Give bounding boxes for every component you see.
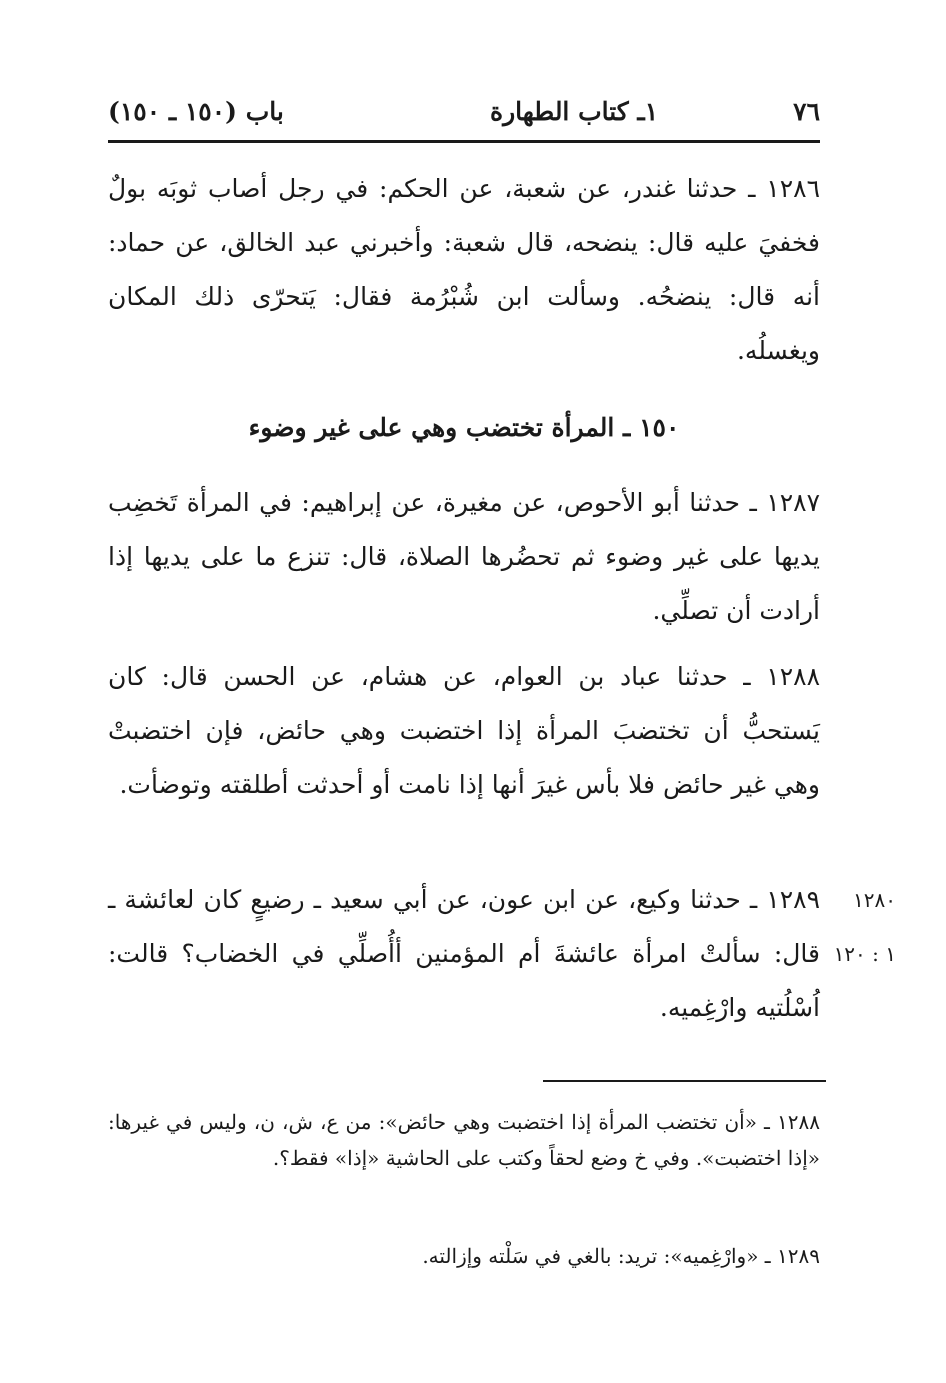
section-title: ١٥٠ ـ المرأة تختضب وهي على غير وضوء xyxy=(248,413,680,442)
footnote-1289: ١٢٨٩ ـ «وارْغِميه»: تريد: بالغي في سَلْته وإزالته. xyxy=(422,1244,820,1268)
margin-note-1: ١٢٨٠ xyxy=(853,888,896,912)
margin-note-2: ١ : ١٢٠ xyxy=(833,942,896,966)
chapter-range: باب (١٥٠ ـ ١٥٠) xyxy=(108,97,284,126)
paragraph-1289: ١٢٨٩ ـ حدثنا وكيع، عن ابن عون، عن أبي سعيد ـ رضيعٍ كان لعائشة ـ قال: سألتْ امرأة عائشةَ أم المؤمنين أأُصلِّي في الخضاب؟ قالت: اُسْلُتيه وارْغِميه. xyxy=(108,885,820,1022)
footnote-1288: ١٢٨٨ ـ «أن تختضب المرأة إذا اختضبت وهي حائض»: من ع، ش، ن، وليس في غيرها: «إذا اختضبت». وفي خ وضع لحقاً وكتب على الحاشية «إذا» فقط؟. xyxy=(108,1110,820,1170)
paragraph-1286: ١٢٨٦ ـ حدثنا غندر، عن شعبة، عن الحكم: في رجل أصاب ثوبَه بولٌ فخفيَ عليه قال: ينضحه، قال شعبة: وأخبرني عبد الخالق، عن حماد: أنه قال: ينضحُه. وسألت ابن شُبْرُمة فقال: يَتحرّى ذلك المكان ويغسلُه. xyxy=(108,174,820,365)
header-rule xyxy=(108,140,820,143)
footnote-rule xyxy=(543,1080,826,1082)
page-header xyxy=(108,92,820,132)
paragraph-1288: ١٢٨٨ ـ حدثنا عباد بن العوام، عن هشام، عن الحسن قال: كان يَستحبُّ أن تختضبَ المرأة إذا اختضبت وهي حائض، فإن اختضبتْ وهي غير حائض فلا بأس غيرَ أنها إذا نامت أو أحدثت أطلقته وتوضأت. xyxy=(108,662,820,799)
page-number: ٧٦ xyxy=(793,97,820,126)
paragraph-1287: ١٢٨٧ ـ حدثنا أبو الأحوص، عن مغيرة، عن إبراهيم: في المرأة تَخضِب يديها على غير وضوء ثم تحضُرها الصلاة، قال: تنزع ما على يديها إذا أرادت أن تصلِّي. xyxy=(108,488,820,625)
book-title: ١ـ كتاب الطهارة xyxy=(490,97,659,126)
